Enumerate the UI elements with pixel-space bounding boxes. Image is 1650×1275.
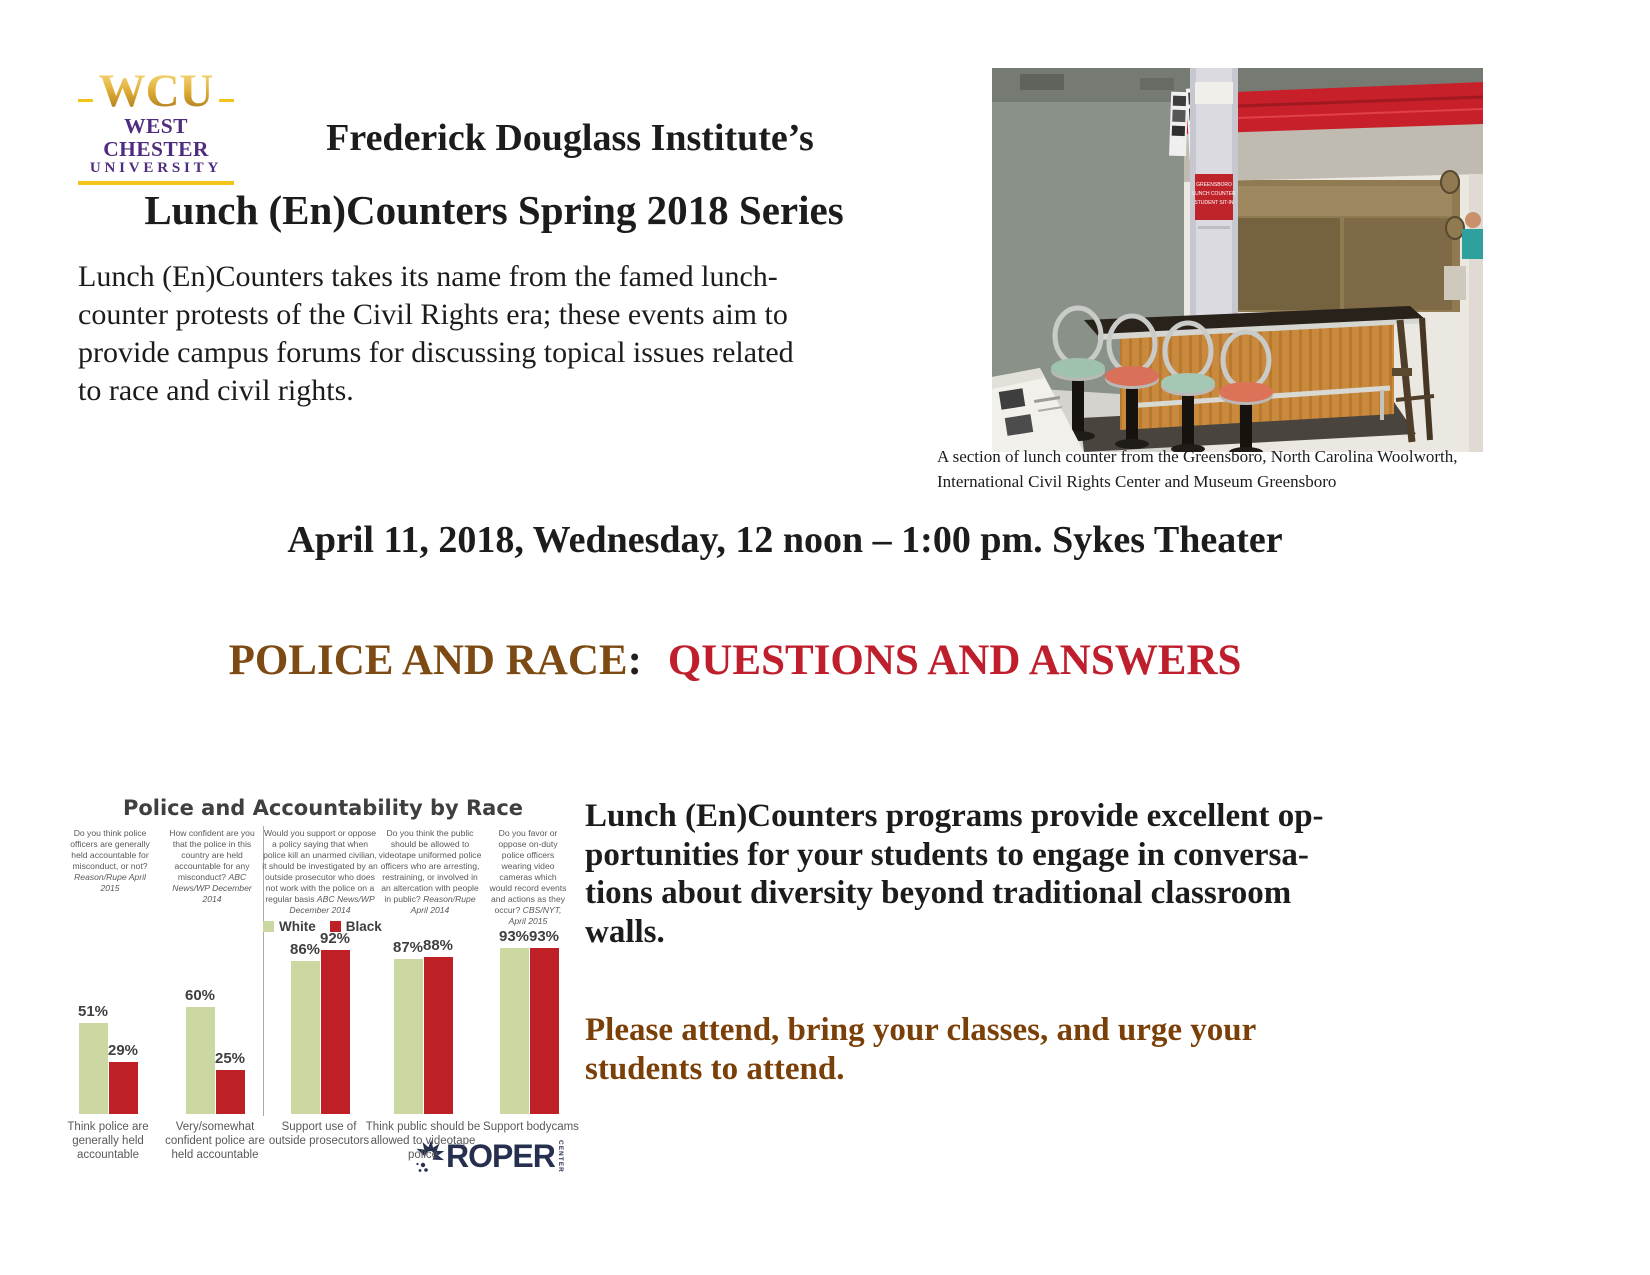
bar-group [499,928,559,1114]
attend-paragraph [585,1011,1465,1089]
bar-value-label: 93% [528,928,560,946]
bar-pair-column [78,1003,108,1114]
chart-question [165,828,259,905]
logo-gold-bar-left [78,99,93,102]
intro-line: Lunch (En)Counters takes its name from the famed lunch- [78,260,778,293]
sign-line-2: LUNCH COUNTER [1192,191,1236,197]
bar-black [216,1070,245,1115]
bar-black [321,950,350,1114]
logo-gold-bar-right [219,99,234,102]
roper-wordmark: ROPER [446,1138,555,1174]
bar-pair-column [290,941,320,1114]
question-text: Do you favor or oppose on-duty police officers wearing video cameras which would record events and actions as they occur? [489,828,567,915]
bar-value-label: 25% [214,1049,246,1067]
chart-axis-label: Very/somewhat confident police are held accountable [165,1121,265,1161]
photo-sit-in-sign [1195,174,1233,220]
police-chart [58,752,579,1217]
question-source: ABC News/WP December 2014 [172,872,252,904]
bar-group [393,937,453,1114]
bar-pair-column [423,937,453,1114]
paragraph-line: portunities for your students to engage in conversa- [585,836,1309,873]
intro-line: counter protests of the Civil Rights era; these events aim to [78,298,788,331]
topic-part1: POLICE AND RACE [228,637,628,684]
chart-question [378,828,482,916]
topic-colon: : [627,637,642,684]
logo-gold-underline [78,181,234,185]
bar-group [185,987,245,1114]
bar-value-label: 87% [392,939,424,957]
question-source: ABC News/WP December 2014 [289,894,375,915]
bar-white [394,959,423,1114]
chart-axis-label: Support use of outside prosecutors [268,1121,370,1147]
question-source: CBS/NYT, April 2015 [508,905,562,926]
topic-heading [0,636,1470,685]
topic-part2: QUESTIONS AND ANSWERS [667,637,1242,684]
legend-label: Black [345,919,382,934]
chart-axis-label: Think public should be allowed to videotape police [365,1121,481,1161]
question-source: Reason/Rupe April 2014 [410,894,476,915]
series-title: Lunch (En)Counters Spring 2018 Series [144,187,844,233]
paragraph-line: tions about diversity beyond traditional classroom [585,875,1292,911]
logo-university-name: WEST CHESTER [103,114,209,161]
bar-black [109,1062,138,1114]
bar-pair-column [108,1042,138,1114]
lunch-counter-photo [992,68,1483,452]
question-source: Reason/Rupe April 2015 [74,872,146,893]
bar-value-label: 60% [184,987,216,1005]
programs-paragraph [585,797,1465,951]
paragraph-line: students to attend. [585,1051,845,1087]
bar-pair-column [499,928,529,1114]
bar-group [78,1003,138,1114]
bar-pair-column [185,987,215,1114]
bar-group [290,930,350,1114]
bar-white [500,948,529,1114]
caption-line: International Civil Rights Center and Museum Greensboro [937,472,1337,491]
sign-line-3: STUDENT SIT-IN [1194,200,1234,206]
bar-white [291,961,320,1114]
bar-black [530,948,559,1114]
roper-center-label: CENTER [556,1140,564,1173]
logo-acronym: WCU [98,65,214,117]
wcu-logo [78,65,234,185]
bar-value-label: 88% [422,937,454,955]
question-text: Do you think the public should be allowed to videotape uniformed police officers who are arresting, restraining, or involved in an altercation with people in public? [378,828,482,904]
logo-acronym-row [78,65,234,117]
bar-black [424,957,453,1114]
photo-caption [937,444,1497,494]
bar-pair-column [320,930,350,1114]
sign-line-1: GREENSBORO [1196,182,1232,188]
chart-title: Police and Accountability by Race [122,796,524,820]
paragraph-line: Please attend, bring your classes, and urge your [585,1012,1257,1048]
chart-question [261,828,379,916]
bar-pair-column [215,1050,245,1115]
paragraph-line: Lunch (En)Counters programs provide excellent op- [585,798,1324,834]
chart-question [66,828,154,894]
chart-axis-label: Think police are generally held accountable [67,1121,149,1161]
intro-line: to race and civil rights. [78,374,354,407]
bar-value-label: 29% [107,1042,139,1060]
legend-swatch [263,921,274,932]
question-text: Do you think police officers are generally held accountable for misconduct, or not? [70,828,150,871]
chart-axis-label: Support bodycams [483,1121,579,1133]
bar-value-label: 86% [289,940,321,958]
bar-white [186,1007,215,1114]
institute-title: Frederick Douglass Institute’s [326,117,814,159]
event-datetime: April 11, 2018, Wednesday, 12 noon – 1:00 pm. Sykes Theater [287,519,1283,561]
intro-line: provide campus forums for discussing topical issues related [78,336,794,369]
caption-line: A section of lunch counter from the Greensboro, North Carolina Woolworth, [937,447,1458,466]
bar-value-label: 51% [77,1003,109,1021]
legend-label: White [279,919,316,934]
chart-question [489,828,567,927]
question-text: Would you support or oppose a policy saying that when police kill an unarmed civilian, it should be investigated by an outside prosecutor who does not work with the police on a regular basis [262,828,378,904]
bar-white [79,1023,108,1114]
bar-pair-column [529,928,559,1114]
bar-value-label: 92% [319,930,351,948]
bar-pair-column [393,939,423,1114]
bar-value-label: 93% [498,928,530,946]
question-text: How confident are you that the police in this country are held accountable for any misconduct? [169,828,255,882]
paragraph-line: walls. [585,913,665,950]
logo-university-word: UNIVERSITY [89,160,223,177]
intro-paragraph [78,258,938,410]
